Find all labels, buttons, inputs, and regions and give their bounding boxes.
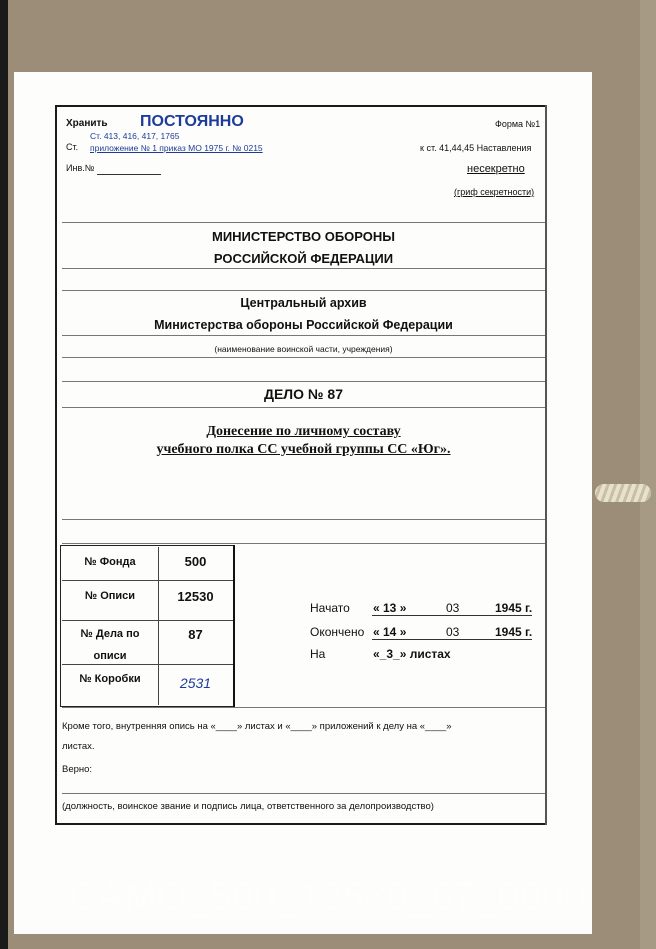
footer-caption: (должность, воинское звание и подпись лица, ответственного за делопроизводство): [62, 801, 434, 812]
table-label-delo-2: описи: [93, 650, 127, 662]
ministry-line2: РОССИЙСКОЙ ФЕДЕРАЦИИ: [213, 251, 394, 266]
instruction-ref: к ст. 41,44,45 Наставления: [420, 143, 532, 153]
table-label-opis: № Описи: [84, 590, 136, 602]
case-title: ДЕЛО № 87: [264, 386, 343, 402]
folder-edge: [0, 0, 8, 949]
divider: [62, 290, 545, 291]
divider: [62, 222, 545, 223]
footer-line2: листах.: [62, 741, 95, 752]
storage-order: приложение № 1 приказ МО 1975 г. № 0215: [90, 143, 263, 153]
table-value-opis: 12530: [177, 589, 214, 604]
started-day: « 13 »: [373, 601, 407, 615]
table-label-delo: № Дела по: [80, 628, 140, 640]
divider: [62, 519, 545, 520]
archive-line2: Министерства обороны Российской Федерации: [154, 318, 453, 332]
started-month: 03: [446, 601, 460, 615]
ended-month: 03: [446, 625, 460, 639]
archive-watermark: CAMO_500_12530_87_0000: [69, 876, 587, 918]
divider: [62, 268, 545, 269]
ended-day: « 14 »: [373, 625, 407, 639]
table-vline: [233, 545, 235, 707]
divider: [62, 543, 545, 544]
archive-line1: Центральный архив: [240, 296, 367, 310]
inv-underline: [97, 174, 161, 175]
folder-right-flap: [640, 0, 656, 949]
divider: [62, 793, 545, 794]
document-frame: [55, 105, 547, 825]
folder-string: [595, 484, 651, 502]
secrecy-value: несекретно: [467, 163, 525, 175]
ended-underline: [372, 639, 532, 640]
ended-year: 1945 г.: [495, 625, 533, 639]
divider: [62, 357, 545, 358]
ministry-line1: МИНИСТЕРСТВО ОБОРОНЫ: [211, 229, 395, 244]
frame-inner-line: [545, 105, 547, 825]
divider: [62, 381, 545, 382]
started-label: Начато: [310, 601, 350, 615]
storage-articles: Ст. 413, 416, 417, 1765: [90, 131, 180, 141]
divider: [62, 707, 545, 708]
ended-label: Окончено: [310, 625, 365, 639]
inv-label: Инв.№: [66, 163, 95, 173]
case-desc-line1: Донесение по личному составу: [206, 424, 401, 439]
table-hline: [62, 664, 233, 665]
sheets-count: «_3_» листах: [373, 647, 451, 661]
keep-value: ПОСТОЯННО: [140, 113, 244, 130]
table-value-delo: 87: [188, 627, 203, 642]
table-value-fond: 500: [184, 554, 207, 569]
on-label: На: [310, 647, 326, 661]
archive-caption: (наименование воинской части, учреждения): [214, 344, 393, 354]
divider: [62, 407, 545, 408]
secrecy-caption: (гриф секретности): [454, 187, 535, 197]
started-year: 1945 г.: [495, 601, 533, 615]
table-label-fond: № Фонда: [84, 556, 136, 568]
table-label-box: № Коробки: [79, 673, 141, 685]
started-underline: [372, 615, 532, 616]
footer-line1: Кроме того, внутренняя опись на «____» листах и «____» приложений к делу на «____»: [62, 721, 452, 732]
st-label: Ст.: [66, 142, 79, 152]
form-label: Форма №1: [495, 119, 541, 129]
table-hline: [62, 580, 233, 581]
keep-label: Хранить: [66, 118, 108, 129]
table-value-box: 2531: [179, 675, 212, 691]
divider: [62, 335, 545, 336]
case-desc-line2: учебного полка СС учебной группы СС «Юг».: [156, 442, 451, 457]
table-hline: [62, 620, 233, 621]
verified-label: Верно:: [62, 764, 93, 775]
